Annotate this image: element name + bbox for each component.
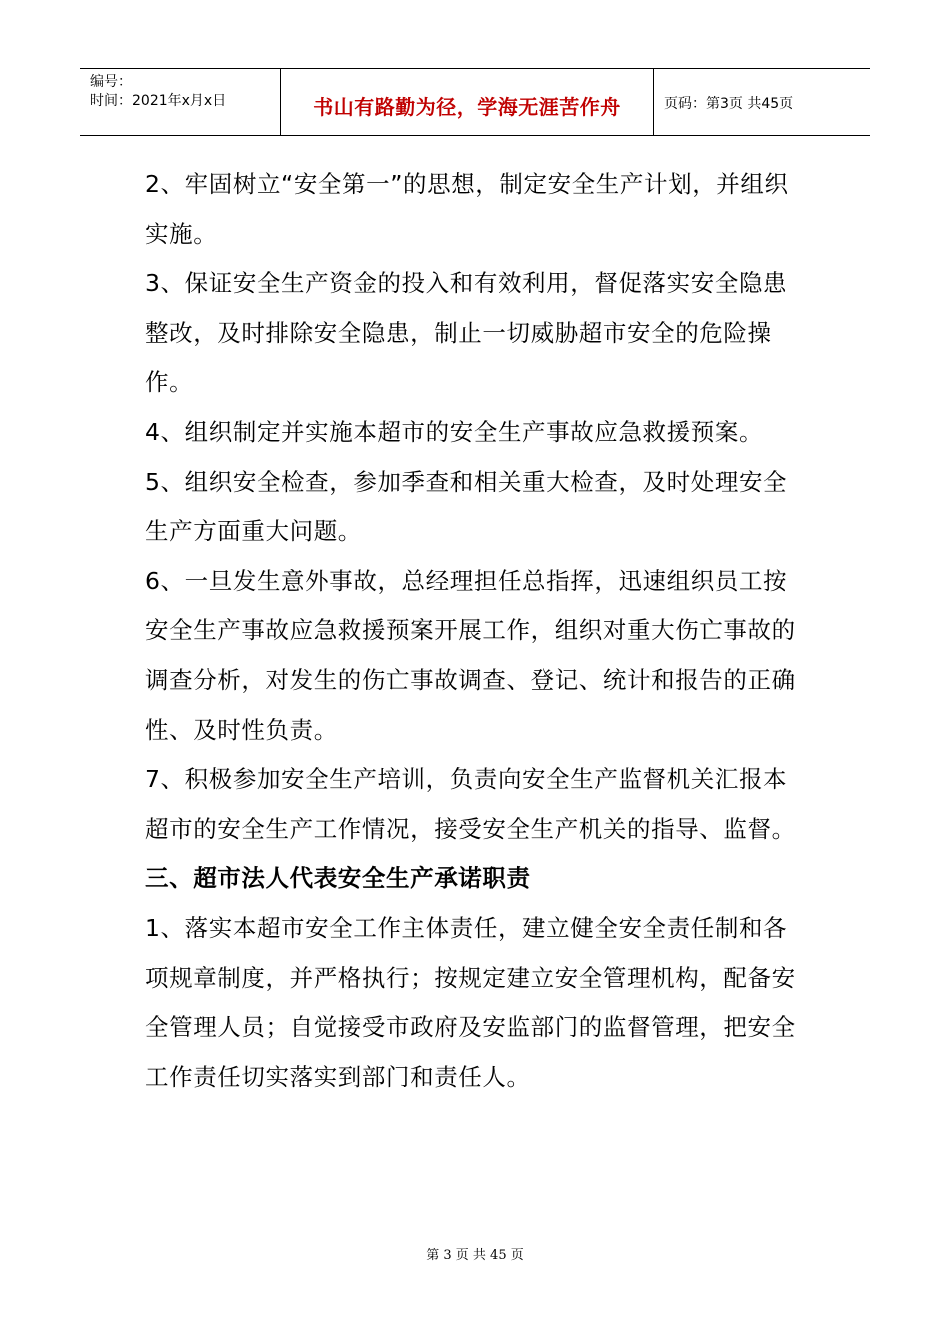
paragraph-item-4: 4、组织制定并实施本超市的安全生产事故应急救援预案。 (145, 417, 764, 446)
paragraph-item-7: 7、积极参加安全生产培训，负责向安全生产监督机关汇报本超市的安全生产工作情况，接受安全生产机关的指导、监督。 (145, 765, 796, 843)
document-body (145, 160, 805, 1102)
section-heading: 三、超市法人代表安全生产承诺职责 (145, 864, 531, 893)
document-time-label: 时间：2021年x月x日 (90, 93, 227, 109)
page-footer: 第 3 页 共 45 页 (426, 1248, 524, 1263)
section-paragraph-1: 1、落实本超市安全工作主体责任，建立健全安全责任制和各项规章制度，并严格执行；按规定建立安全管理机构，配备安全管理人员；自觉接受市政府及安监部门的监督管理，把安全工作责任切实落实到部门和责任人。 (145, 913, 796, 1091)
document-number-label: 编号： (90, 74, 132, 90)
header-meta (80, 69, 281, 135)
paragraph-item-2: 2、牢固树立“安全第一”的思想，制定安全生产计划，并组织实施。 (145, 170, 789, 248)
paragraph-item-3: 3、保证安全生产资金的投入和有效利用，督促落实安全隐患整改，及时排除安全隐患，制止一切威胁超市安全的危险操作。 (145, 269, 788, 397)
document-header (80, 68, 870, 136)
header-page-info: 页码：第3页 共45页 (664, 96, 794, 112)
header-motto: 书山有路勤为径，学海无涯苦作舟 (281, 69, 654, 135)
paragraph-item-5: 5、组织安全检查，参加季查和相关重大检查，及时处理安全生产方面重大问题。 (145, 467, 788, 546)
paragraph-item-6: 6、一旦发生意外事故，总经理担任总指挥，迅速组织员工按安全生产事故应急救援预案开展工作，组织对重大伤亡事故的调查分析，对发生的伤亡事故调查、登记、统计和报告的正确性、及时性负责。 (145, 566, 796, 744)
